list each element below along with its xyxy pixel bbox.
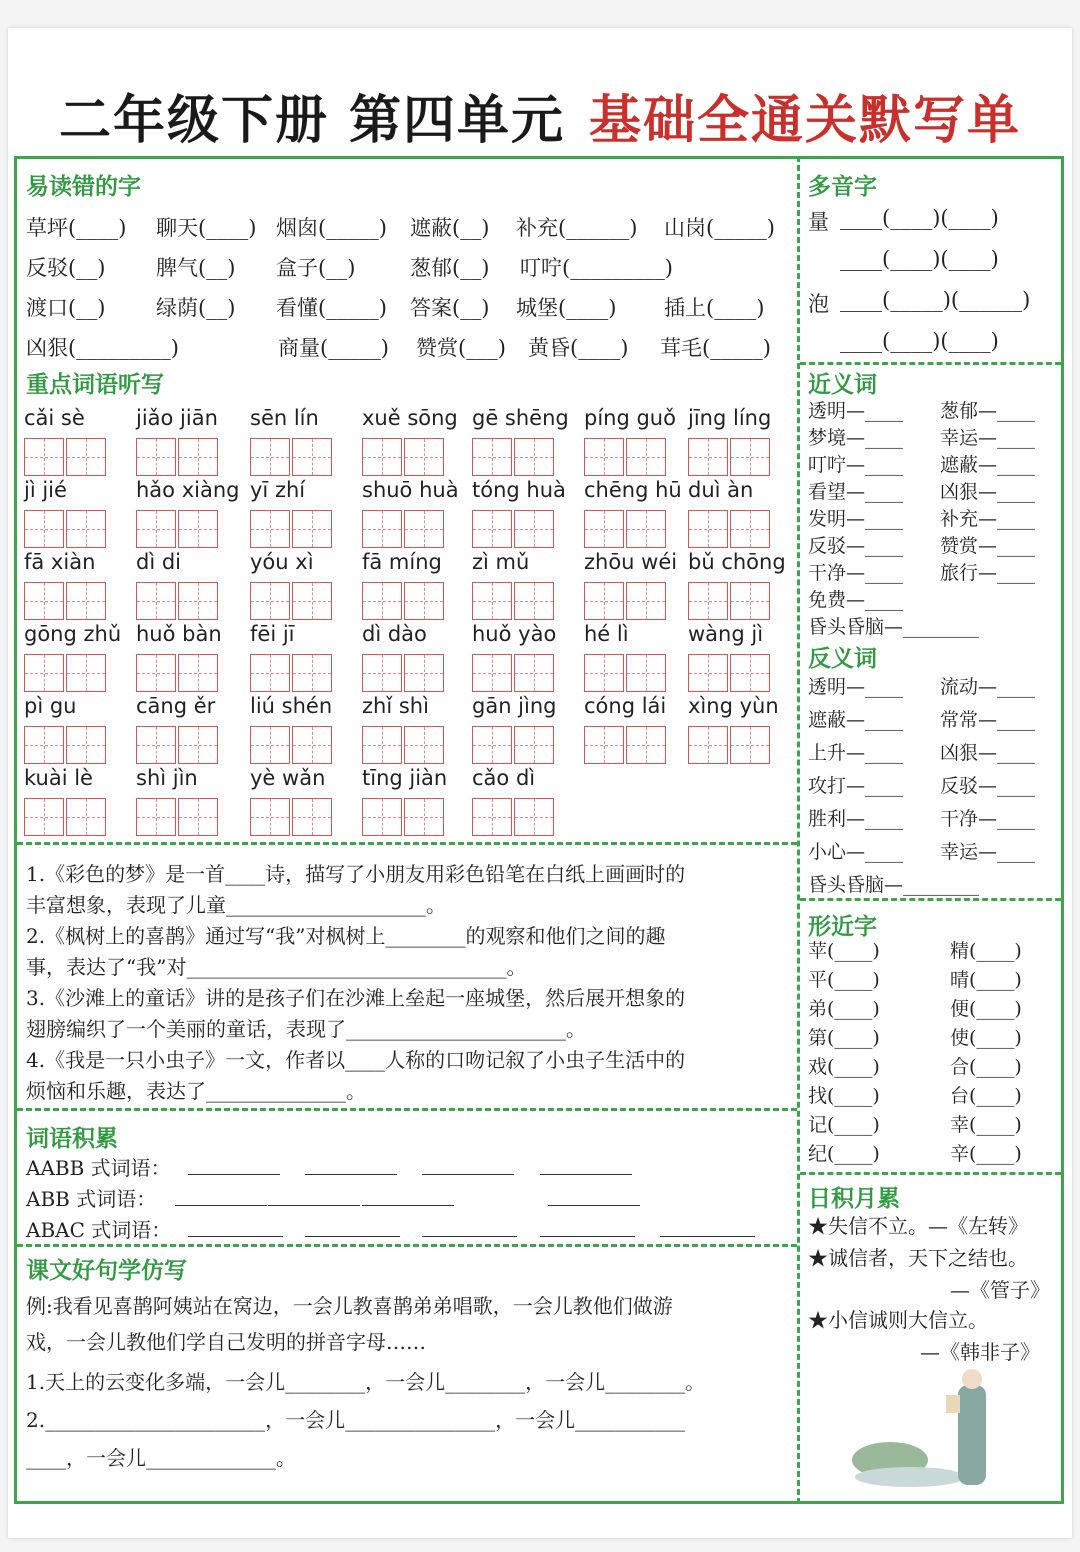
similar-char-item: 精(____) [950, 940, 1022, 962]
daily-quote: —《管子》 [950, 1278, 1050, 1302]
grid-cell[interactable] [362, 798, 402, 836]
daily-quote: ★诚信者，天下之结也。 [808, 1246, 1028, 1270]
synonym-item: 反驳—____ [808, 535, 904, 557]
easy-wrong-item: 烟囱(_____) [276, 216, 387, 240]
easy-wrong-item: 脾气(__) [156, 256, 236, 280]
poly-blank: ____(____)(____) [840, 329, 999, 353]
grid-cell[interactable] [292, 798, 332, 836]
similar-char-item: 纪(____) [808, 1143, 880, 1165]
synonym-item: 补充—____ [940, 508, 1036, 530]
daily-quote: ★失信不立。—《左转》 [808, 1214, 1028, 1238]
section-key-words: 重点词语听写 [26, 372, 164, 398]
grid-cell[interactable] [178, 654, 218, 692]
similar-char-item: 幸(____) [950, 1114, 1022, 1136]
similar-char-item: 合(____) [950, 1056, 1022, 1078]
synonym-item: 看望—____ [808, 481, 904, 503]
section-easy-wrong: 易读错的字 [26, 174, 141, 200]
grid-cell[interactable] [404, 510, 444, 548]
writing-grid [250, 582, 334, 620]
easy-wrong-item: 凶狠(_________) [26, 336, 179, 360]
similar-char-item: 第(____) [808, 1027, 880, 1049]
scroll [946, 1395, 960, 1413]
grid-cell[interactable] [292, 438, 332, 476]
answer-line [268, 1205, 360, 1206]
easy-wrong-item: 聊天(____) [156, 216, 257, 240]
pinyin-label: kuài lè [24, 766, 93, 790]
answer-line [175, 1205, 267, 1206]
easy-wrong-item: 茸毛(_____) [660, 336, 771, 360]
grid-cell[interactable] [584, 654, 624, 692]
similar-char-item: 使(____) [950, 1027, 1022, 1049]
pinyin-label: gān jìng [472, 694, 557, 718]
antonym-item: 遮蔽—____ [808, 709, 904, 731]
grid-cell[interactable] [362, 726, 402, 764]
grid-cell[interactable] [688, 510, 728, 548]
easy-wrong-item: 插上(____) [664, 296, 765, 320]
title-highlight: 基础全通关默写单 [589, 91, 1022, 151]
grid-cell[interactable] [514, 798, 554, 836]
writing-grid [472, 726, 556, 764]
grid-cell[interactable] [472, 438, 512, 476]
similar-char-item: 台(____) [950, 1085, 1022, 1107]
writing-grid [472, 798, 556, 836]
scholar-robe [958, 1385, 986, 1485]
grid-cell[interactable] [514, 654, 554, 692]
grid-cell[interactable] [66, 798, 106, 836]
writing-grid [688, 654, 772, 692]
writing-grid [24, 582, 108, 620]
writing-grid [688, 726, 772, 764]
sentence-line: 1.天上的云变化多端，一会儿________，一会儿________，一会儿________。 [26, 1370, 706, 1394]
grid-cell[interactable] [514, 582, 554, 620]
grid-cell[interactable] [688, 582, 728, 620]
divider [800, 362, 1061, 365]
grid-cell[interactable] [472, 510, 512, 548]
pinyin-label: gē shēng [472, 406, 569, 430]
easy-wrong-item: 看懂(_____) [276, 296, 387, 320]
easy-wrong-item: 反驳(__) [26, 256, 106, 280]
grid-cell[interactable] [136, 510, 176, 548]
grid-cell[interactable] [362, 654, 402, 692]
grid-cell[interactable] [24, 654, 64, 692]
writing-grid [136, 582, 220, 620]
grid-cell[interactable] [688, 726, 728, 764]
similar-char-item: 平(____) [808, 969, 880, 991]
writing-grid [24, 654, 108, 692]
column-divider [797, 156, 800, 1504]
grid-cell[interactable] [250, 726, 290, 764]
grid-cell[interactable] [514, 510, 554, 548]
synonym-item: 幸运—____ [940, 427, 1036, 449]
writing-grid [24, 510, 108, 548]
grid-cell[interactable] [178, 438, 218, 476]
accum-label: ABAC 式词语： [26, 1218, 172, 1242]
writing-grid [472, 438, 556, 476]
section-sentence: 课文好句学仿写 [26, 1258, 187, 1284]
pinyin-label: dì dào [362, 622, 427, 646]
similar-char-item: 弟(____) [808, 998, 880, 1020]
sentence-line: ____，一会儿_____________。 [26, 1446, 296, 1470]
grid-cell[interactable] [730, 438, 770, 476]
synonym-item: 梦境—____ [808, 427, 904, 449]
synonym-item: 免费—____ [808, 589, 904, 611]
grid-cell[interactable] [730, 510, 770, 548]
grid-cell[interactable] [24, 510, 64, 548]
fill-line: 事，表达了“我”对________________________________。 [26, 955, 527, 979]
similar-char-item: 苹(____) [808, 940, 880, 962]
pinyin-label: jīng líng [688, 406, 772, 430]
synonym-item: 凶狠—____ [940, 481, 1036, 503]
writing-grid [362, 582, 446, 620]
grid-cell[interactable] [472, 798, 512, 836]
grid-cell[interactable] [292, 726, 332, 764]
synonym-item: 赞赏—____ [940, 535, 1036, 557]
antonym-item: 昏头昏脑—________ [808, 874, 980, 896]
pinyin-label: fā xiàn [24, 550, 96, 574]
pinyin-label: shì jìn [136, 766, 198, 790]
writing-grid [250, 510, 334, 548]
writing-grid [688, 510, 772, 548]
easy-wrong-item: 草坪(____) [26, 216, 127, 240]
writing-grid [584, 582, 668, 620]
pinyin-label: bǔ chōng [688, 550, 786, 574]
easy-wrong-item: 绿荫(__) [156, 296, 236, 320]
grid-cell[interactable] [178, 726, 218, 764]
grid-cell[interactable] [626, 510, 666, 548]
pinyin-label: zhōu wéi [584, 550, 678, 574]
grid-cell[interactable] [584, 510, 624, 548]
grid-cell[interactable] [66, 582, 106, 620]
answer-line [188, 1174, 280, 1175]
writing-grid [472, 510, 556, 548]
poly-char: 泡 [808, 292, 829, 316]
section-word-accum: 词语积累 [26, 1126, 118, 1152]
grid-cell[interactable] [626, 726, 666, 764]
pinyin-label: tóng huà [472, 478, 566, 502]
antonym-item: 小心—____ [808, 841, 904, 863]
answer-line [422, 1236, 517, 1237]
grid-cell[interactable] [730, 654, 770, 692]
grid-cell[interactable] [472, 654, 512, 692]
grid-cell[interactable] [250, 438, 290, 476]
pinyin-label: chēng hū [584, 478, 682, 502]
antonym-item: 凶狠—____ [940, 742, 1036, 764]
pinyin-label: tīng jiàn [362, 766, 448, 790]
pinyin-label: cǎo dì [472, 766, 536, 790]
similar-char-item: 便(____) [950, 998, 1022, 1020]
grid-cell[interactable] [136, 654, 176, 692]
similar-char-item: 戏(____) [808, 1056, 880, 1078]
pinyin-label: yī zhí [250, 478, 306, 502]
antonym-item: 干净—____ [940, 808, 1036, 830]
writing-grid [584, 654, 668, 692]
pinyin-label: huǒ bàn [136, 622, 222, 646]
grid-cell[interactable] [584, 726, 624, 764]
grid-cell[interactable] [404, 654, 444, 692]
poly-blank: ____(_____)(______) [840, 288, 1031, 312]
grid-cell[interactable] [362, 438, 402, 476]
writing-grid [250, 654, 334, 692]
grid-cell[interactable] [250, 798, 290, 836]
fill-line: 3.《沙滩上的童话》讲的是孩子们在沙滩上垒起一座城堡，然后展开想象的 [26, 986, 686, 1010]
pinyin-label: cóng lái [584, 694, 667, 718]
grid-cell[interactable] [362, 582, 402, 620]
writing-grid [136, 654, 220, 692]
writing-grid [688, 438, 772, 476]
antonym-item: 胜利—____ [808, 808, 904, 830]
similar-char-item: 晴(____) [950, 969, 1022, 991]
grid-cell[interactable] [514, 726, 554, 764]
grid-cell[interactable] [24, 438, 64, 476]
grid-cell[interactable] [472, 726, 512, 764]
easy-wrong-item: 商量(_____) [278, 336, 389, 360]
grid-cell[interactable] [626, 438, 666, 476]
writing-grid [136, 726, 220, 764]
divider [800, 898, 1061, 901]
section-polyphonic: 多音字 [808, 174, 877, 200]
pinyin-label: cǎi sè [24, 406, 85, 430]
writing-grid [362, 726, 446, 764]
writing-grid [136, 510, 220, 548]
pinyin-label: pì gu [24, 694, 77, 718]
poly-blank: ____(____)(____) [840, 247, 999, 271]
easy-wrong-item: 答案(__) [410, 296, 490, 320]
writing-grid [24, 798, 108, 836]
grid-cell[interactable] [250, 654, 290, 692]
grid-cell[interactable] [688, 438, 728, 476]
sentence-line: 2.______________________，一会儿_______________，一会儿___________ [26, 1408, 686, 1432]
easy-wrong-item: 补充(______) [516, 216, 638, 240]
writing-grid [24, 438, 108, 476]
section-synonyms: 近义词 [808, 372, 877, 398]
pinyin-label: shuō huà [362, 478, 459, 502]
synonym-item: 叮咛—____ [808, 454, 904, 476]
daily-quote: —《韩非子》 [920, 1340, 1040, 1364]
grid-cell[interactable] [584, 582, 624, 620]
grid-cell[interactable] [250, 510, 290, 548]
grid-cell[interactable] [136, 798, 176, 836]
pinyin-label: fā míng [362, 550, 442, 574]
pinyin-label: xuě sōng [362, 406, 458, 430]
writing-grid [362, 798, 446, 836]
writing-grid [250, 726, 334, 764]
answer-line [548, 1205, 640, 1206]
grid-cell[interactable] [626, 582, 666, 620]
section-antonyms: 反义词 [808, 646, 877, 672]
antonym-item: 反驳—____ [940, 775, 1036, 797]
antonym-item: 透明—____ [808, 676, 904, 698]
antonym-item: 流动—____ [940, 676, 1036, 698]
answer-line [660, 1236, 755, 1237]
pinyin-label: píng guǒ [584, 406, 676, 430]
title-unit: 二年级下册 第四单元 [58, 91, 566, 151]
pinyin-label: sēn lín [250, 406, 319, 430]
writing-grid [688, 582, 772, 620]
grid-cell[interactable] [178, 582, 218, 620]
easy-wrong-item: 葱郁(__) [410, 256, 490, 280]
synonym-item: 遮蔽—____ [940, 454, 1036, 476]
sentence-line: 例:我看见喜鹊阿姨站在窝边，一会儿教喜鹊弟弟唱歌，一会儿教他们做游 [26, 1294, 673, 1318]
easy-wrong-item: 叮咛(_________) [520, 256, 673, 280]
grid-cell[interactable] [514, 438, 554, 476]
pinyin-label: hǎo xiàng [136, 478, 240, 502]
grid-cell[interactable] [362, 510, 402, 548]
scholar-head [962, 1369, 982, 1389]
writing-grid [472, 582, 556, 620]
pinyin-label: jì jié [24, 478, 67, 502]
writing-grid [584, 510, 668, 548]
writing-grid [24, 726, 108, 764]
answer-line [540, 1174, 632, 1175]
poly-char: 量 [808, 210, 829, 234]
pinyin-label: wàng jì [688, 622, 764, 646]
poly-blank: ____(____)(____) [840, 206, 999, 230]
pinyin-label: hé lì [584, 622, 629, 646]
pinyin-label: gōng zhǔ [24, 622, 122, 646]
divider [17, 1108, 797, 1111]
accum-label: AABB 式词语： [26, 1156, 171, 1180]
grid-cell[interactable] [404, 798, 444, 836]
grid-cell[interactable] [626, 654, 666, 692]
grid-cell[interactable] [292, 582, 332, 620]
answer-line [540, 1236, 635, 1237]
easy-wrong-item: 渡口(__) [26, 296, 106, 320]
grid-cell[interactable] [292, 510, 332, 548]
synonym-item: 透明—____ [808, 400, 904, 422]
section-similar-chars: 形近字 [808, 914, 877, 940]
fill-line: 4.《我是一只小虫子》一文，作者以____人称的口吻记叙了小虫子生活中的 [26, 1048, 686, 1072]
writing-grid [362, 510, 446, 548]
synonym-item: 葱郁—____ [940, 400, 1036, 422]
answer-line [188, 1236, 283, 1237]
grid-cell[interactable] [404, 726, 444, 764]
grid-cell[interactable] [24, 726, 64, 764]
divider [17, 842, 797, 845]
grid-cell[interactable] [730, 582, 770, 620]
antonym-item: 攻打—____ [808, 775, 904, 797]
antonym-item: 幸运—____ [940, 841, 1036, 863]
answer-line [422, 1174, 514, 1175]
writing-grid [250, 798, 334, 836]
antonym-item: 上升—____ [808, 742, 904, 764]
easy-wrong-item: 山岗(_____) [664, 216, 775, 240]
fill-line: 翅膀编织了一个美丽的童话，表现了______________________。 [26, 1017, 586, 1041]
rock [855, 1467, 965, 1487]
synonym-item: 旅行—____ [940, 562, 1036, 584]
pinyin-label: yè wǎn [250, 766, 326, 790]
pinyin-label: zhǐ shì [362, 694, 429, 718]
grid-cell[interactable] [404, 582, 444, 620]
grid-cell[interactable] [178, 510, 218, 548]
grid-cell[interactable] [688, 654, 728, 692]
pinyin-label: dì di [136, 550, 182, 574]
easy-wrong-item: 赞赏(___) [416, 336, 506, 360]
grid-cell[interactable] [136, 438, 176, 476]
writing-grid [136, 438, 220, 476]
accum-label: ABB 式词语： [26, 1187, 157, 1211]
easy-wrong-item: 遮蔽(__) [410, 216, 490, 240]
grid-cell[interactable] [292, 654, 332, 692]
grid-cell[interactable] [178, 798, 218, 836]
synonym-item: 干净—____ [808, 562, 904, 584]
page-title [0, 78, 1080, 153]
writing-grid [362, 654, 446, 692]
fill-line: 1.《彩色的梦》是一首____诗，描写了小朋友用彩色铅笔在白纸上画画时的 [26, 862, 686, 886]
pinyin-label: huǒ yào [472, 622, 557, 646]
grid-cell[interactable] [404, 438, 444, 476]
pinyin-label: xìng yùn [688, 694, 779, 718]
fill-line: 烦恼和乐趣，表达了______________。 [26, 1079, 366, 1103]
grid-cell[interactable] [66, 726, 106, 764]
synonym-item: 昏头昏脑—________ [808, 616, 980, 638]
grid-cell[interactable] [250, 582, 290, 620]
similar-char-item: 记(____) [808, 1114, 880, 1136]
grid-cell[interactable] [136, 582, 176, 620]
grid-cell[interactable] [472, 582, 512, 620]
pinyin-label: cāng ěr [136, 694, 216, 718]
pinyin-label: duì àn [688, 478, 754, 502]
pinyin-label: fēi jī [250, 622, 295, 646]
easy-wrong-item: 黄昏(____) [528, 336, 629, 360]
pinyin-label: jiǎo jiān [136, 406, 218, 430]
antonym-item: 常常—____ [940, 709, 1036, 731]
grid-cell[interactable] [730, 726, 770, 764]
fill-line: 丰富想象，表现了儿童____________________。 [26, 893, 446, 917]
daily-quote: ★小信诚则大信立。 [808, 1308, 988, 1332]
similar-char-item: 找(____) [808, 1085, 880, 1107]
writing-grid [250, 438, 334, 476]
easy-wrong-item: 城堡(____) [516, 296, 617, 320]
grid-cell[interactable] [24, 582, 64, 620]
grid-cell[interactable] [584, 438, 624, 476]
writing-grid [472, 654, 556, 692]
answer-line [305, 1236, 400, 1237]
divider [17, 1244, 797, 1247]
writing-grid [136, 798, 220, 836]
section-daily: 日积月累 [808, 1186, 900, 1212]
scholar-illustration [850, 1365, 1050, 1495]
similar-char-item: 辛(____) [950, 1143, 1022, 1165]
writing-grid [584, 726, 668, 764]
pinyin-label: yóu xì [250, 550, 314, 574]
grid-cell[interactable] [66, 654, 106, 692]
fill-line: 2.《枫树上的喜鹊》通过写“我”对枫树上________的观察和他们之间的趣 [26, 924, 666, 948]
answer-line [362, 1205, 454, 1206]
grid-cell[interactable] [66, 438, 106, 476]
writing-grid [362, 438, 446, 476]
sentence-line: 戏，一会儿教他们学自己发明的拼音字母…… [26, 1330, 426, 1354]
grid-cell[interactable] [136, 726, 176, 764]
grid-cell[interactable] [66, 510, 106, 548]
pinyin-label: liú shén [250, 694, 333, 718]
answer-line [305, 1174, 397, 1175]
grid-cell[interactable] [24, 798, 64, 836]
synonym-item: 发明—____ [808, 508, 904, 530]
writing-grid [584, 438, 668, 476]
divider [800, 1172, 1061, 1175]
easy-wrong-item: 盒子(__) [276, 256, 356, 280]
pinyin-label: zì mǔ [472, 550, 530, 574]
